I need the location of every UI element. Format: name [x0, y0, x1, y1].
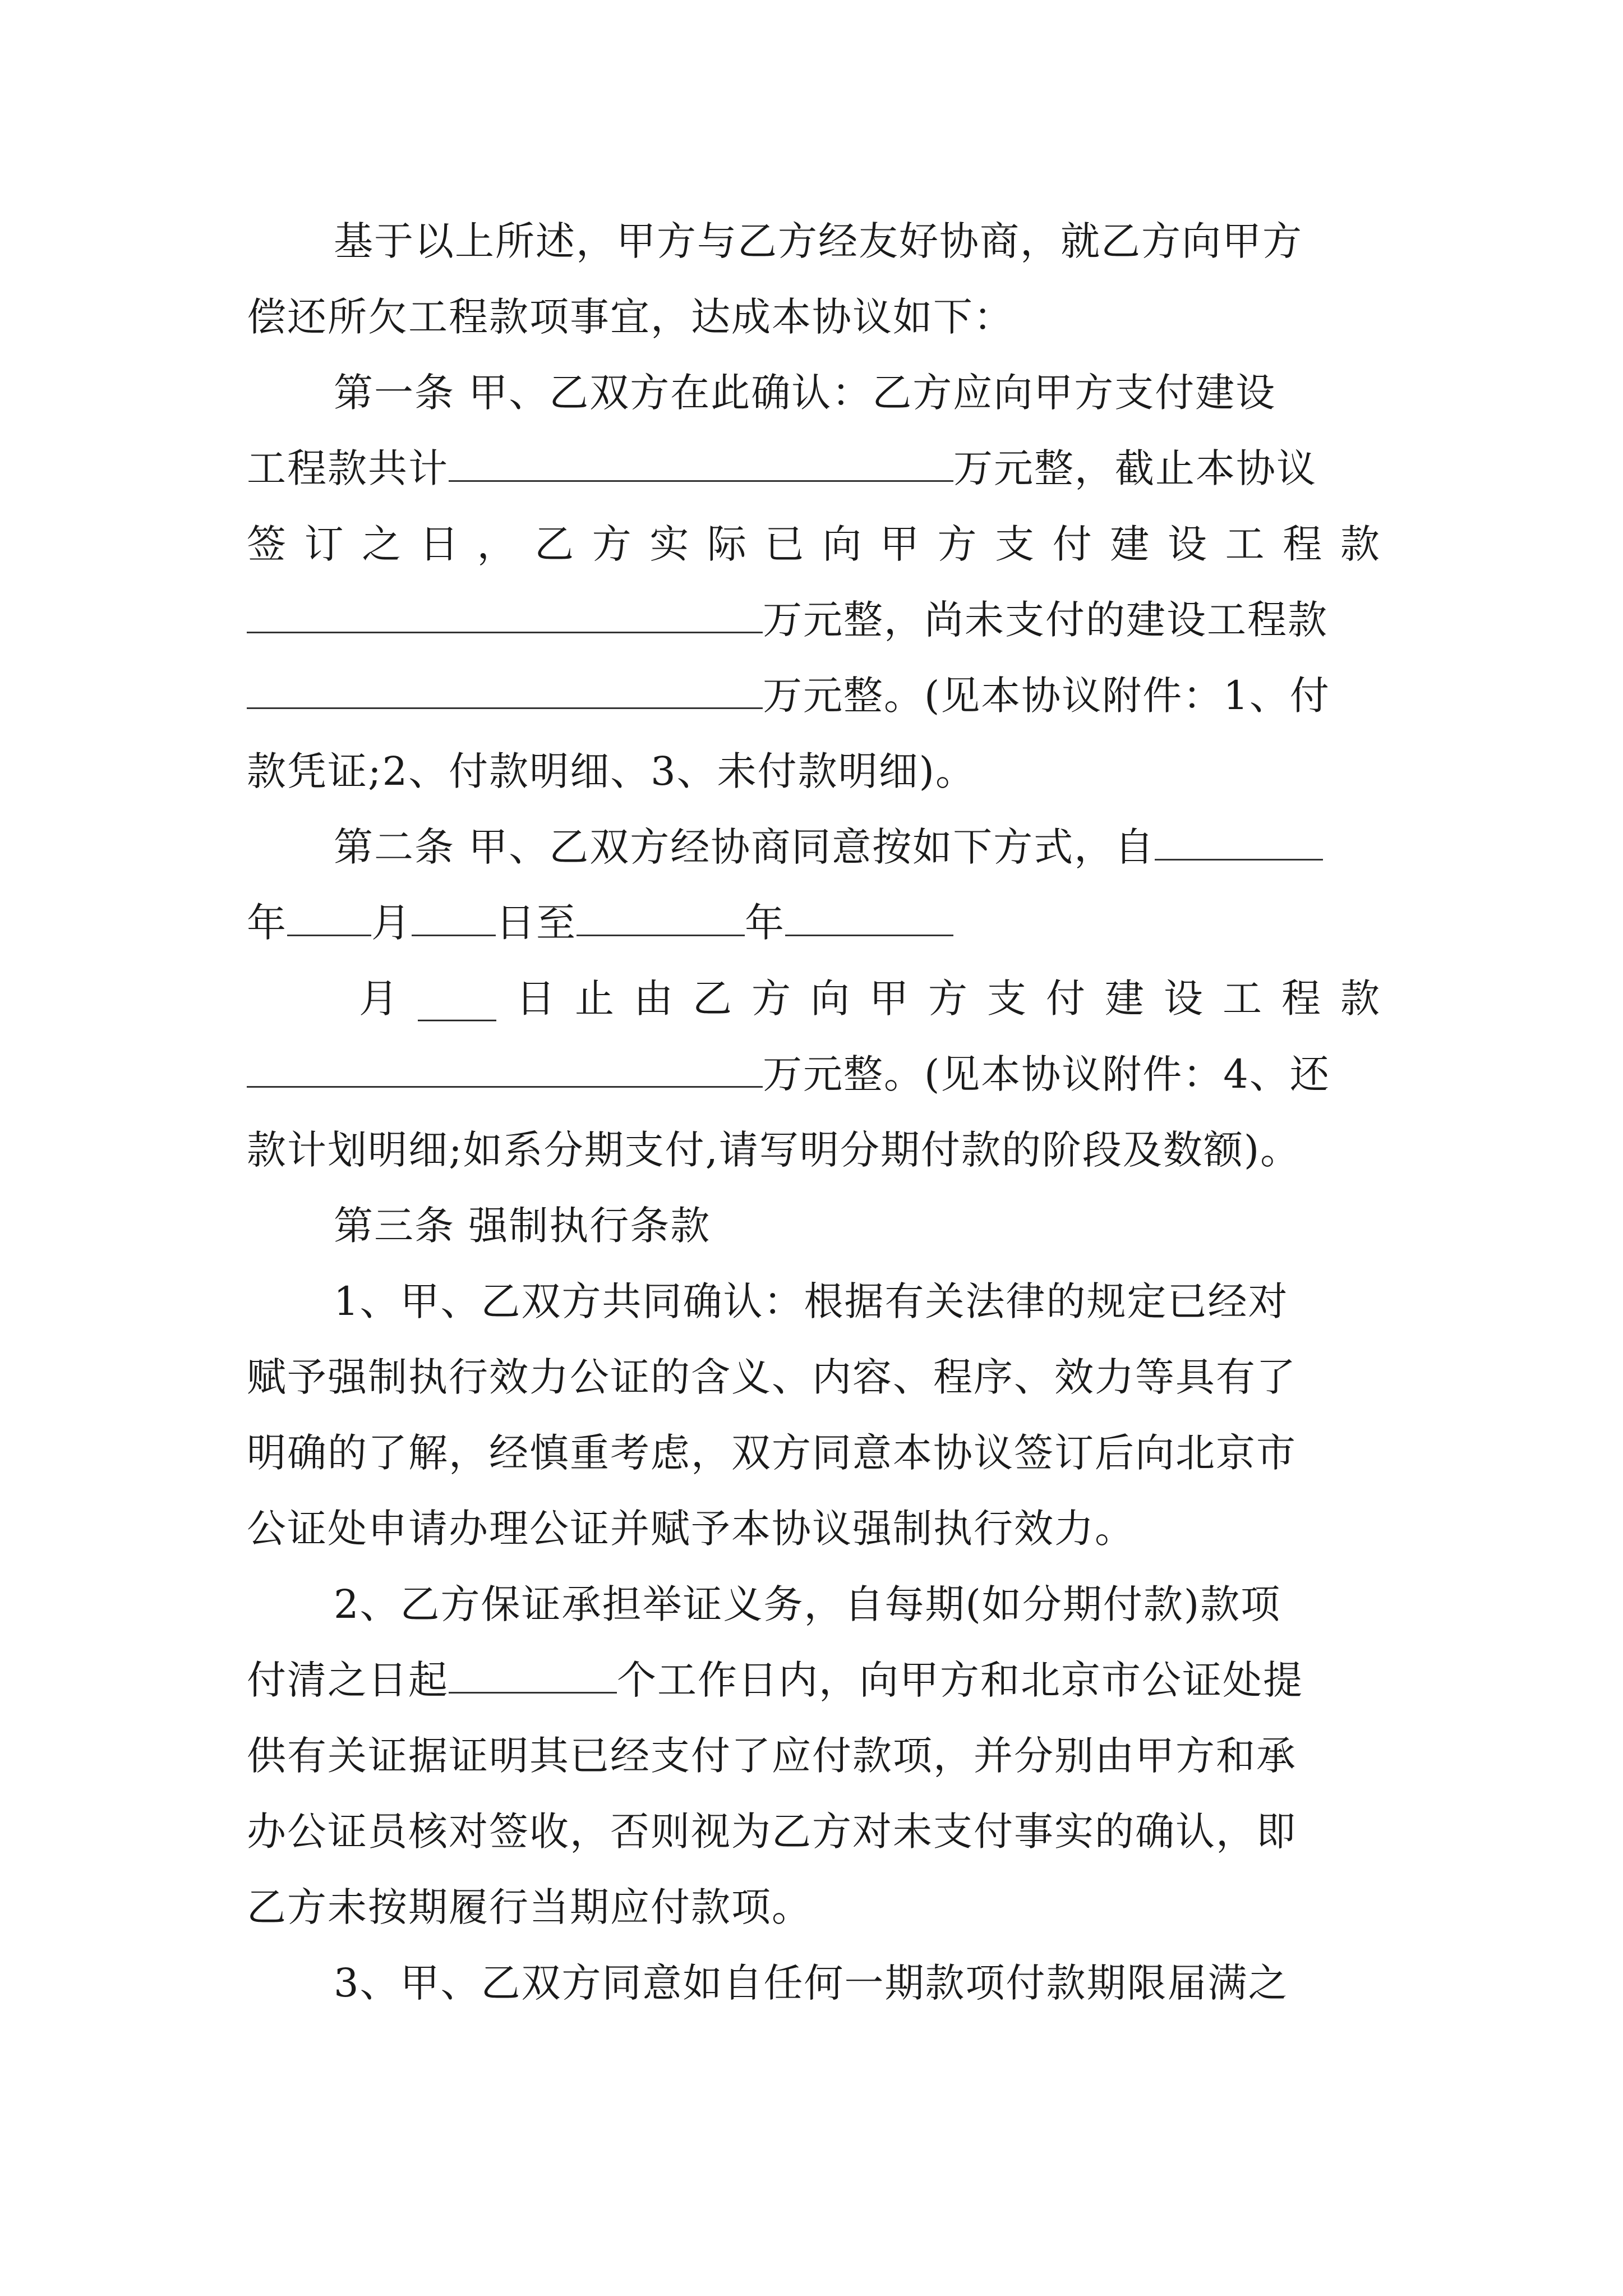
year2-label: 年 [745, 900, 785, 946]
clause-2-prefix: 付清之日起 [247, 1657, 449, 1703]
article-1-total-suffix: 万元整，截止本协议 [953, 445, 1317, 491]
article-3-clause-2-line-1: 2、乙方保证承担举证义务，自每期(如分期付款)款项 [334, 1581, 1281, 1627]
justified-char: 支 [987, 976, 1026, 1022]
justified-char: 乙 [693, 976, 732, 1022]
end-month-blank[interactable] [785, 898, 953, 936]
justified-char: 付 [1052, 521, 1092, 567]
article-3-clause-1-line-1: 1、甲、乙双方共同确认：根据有关法律的规定已经对 [334, 1278, 1289, 1324]
justified-char: 甲 [869, 976, 909, 1022]
justified-char: 实 [649, 521, 689, 567]
justified-char: 已 [764, 521, 804, 567]
justified-char: 付 [1046, 976, 1085, 1022]
start-month-blank[interactable] [287, 898, 371, 936]
article-3-clause-2-line-2 [247, 1649, 1303, 1711]
justified-char: 日 [419, 521, 459, 567]
justified-char: 设 [1164, 976, 1203, 1022]
article-2-line-3 [359, 968, 1380, 1029]
article-3-clause-3-line-1: 3、甲、乙双方同意如自任何一期款项付款期限届满之 [334, 1960, 1289, 2006]
article-2-line-2 [247, 892, 953, 954]
justified-char: 向 [822, 521, 862, 567]
end-year-blank[interactable] [577, 898, 745, 936]
justified-char: 方 [928, 976, 967, 1022]
article-3-clause-1-line-4: 公证处申请办理公证并赋予本协议强制执行效力。 [247, 1506, 1135, 1552]
paragraph-intro-line-1: 基于以上所述，甲方与乙方经友好协商，就乙方向甲方 [334, 218, 1303, 264]
justified-char: 由 [634, 976, 673, 1022]
justified-char: 月 [359, 976, 398, 1022]
article-1-paid-suffix: 万元整，尚未支付的建设工程款 [763, 597, 1328, 643]
article-3-clause-2-line-4: 办公证员核对签收，否则视为乙方对未支付事实的确认，即 [247, 1809, 1297, 1855]
article-1-line-3 [247, 513, 1380, 575]
article-2-line-4 [247, 1043, 1330, 1105]
month-label: 月 [371, 900, 412, 946]
justified-char: 之 [362, 521, 402, 567]
article-3-clause-2-line-5: 乙方未按期履行当期应付款项。 [247, 1884, 812, 1930]
justified-char: 签 [247, 521, 286, 567]
year-label: 年 [247, 900, 287, 946]
article-2-line-1 [334, 816, 1323, 878]
justified-char: 际 [707, 521, 746, 567]
justified-char: 止 [575, 976, 614, 1022]
justified-char: 程 [1283, 521, 1322, 567]
justified-char: 工 [1225, 521, 1265, 567]
article-2-amount-suffix: 万元整。(见本协议附件：4、还 [763, 1051, 1330, 1097]
justified-char: 日 [516, 976, 555, 1022]
article-1-line-6: 款凭证;2、付款明细、3、未付款明细)。 [247, 748, 976, 794]
justified-char: 方 [751, 976, 791, 1022]
justified-char: 甲 [879, 521, 919, 567]
paragraph-intro-line-2: 偿还所欠工程款项事宜，达成本协议如下： [247, 294, 1014, 340]
article-3-title: 第三条 强制执行条款 [334, 1203, 711, 1249]
article-1-line-1: 第一条 甲、乙双方在此确认：乙方应向甲方支付建设 [334, 370, 1276, 416]
justified-char: 工 [1223, 976, 1262, 1022]
installment-amount-blank[interactable] [247, 1049, 763, 1088]
justified-char: 程 [1281, 976, 1321, 1022]
justified-char: 设 [1168, 521, 1207, 567]
justified-char: 建 [1110, 521, 1150, 567]
start-year-blank[interactable] [1155, 822, 1323, 861]
unpaid-amount-blank[interactable] [247, 670, 763, 709]
justified-char: 向 [810, 976, 850, 1022]
day-to-label: 日至 [496, 900, 577, 946]
article-1-line-2 [247, 438, 1317, 499]
justified-char: 订 [304, 521, 344, 567]
total-amount-blank[interactable] [449, 443, 953, 482]
article-2-line-5: 款计划明细;如系分期支付,请写明分期付款的阶段及数额)。 [247, 1127, 1301, 1173]
article-1-line-5 [247, 665, 1330, 726]
justified-char: 款 [1340, 976, 1380, 1022]
justified-char: ， [477, 521, 517, 567]
article-1-line-4 [247, 589, 1328, 651]
justified-char: 款 [1340, 521, 1380, 567]
justified-char: ____ [418, 976, 496, 1022]
justified-char: 支 [995, 521, 1035, 567]
justified-char: 方 [937, 521, 977, 567]
working-days-blank[interactable] [449, 1655, 617, 1694]
article-1-unpaid-suffix: 万元整。(见本协议附件：1、付 [763, 673, 1330, 719]
article-3-clause-1-line-3: 明确的了解，经慎重考虑，双方同意本协议签订后向北京市 [247, 1430, 1297, 1476]
justified-char: 建 [1105, 976, 1144, 1022]
start-day-blank[interactable] [412, 898, 496, 936]
article-2-intro: 第二条 甲、乙双方经协商同意按如下方式，自 [334, 824, 1155, 870]
paid-amount-blank[interactable] [247, 595, 763, 633]
justified-char: 乙 [534, 521, 574, 567]
article-3-clause-2-line-3: 供有关证据证明其已经支付了应付款项，并分别由甲方和承 [247, 1733, 1297, 1779]
article-1-total-label: 工程款共计 [247, 445, 449, 491]
article-3-clause-1-line-2: 赋予强制执行效力公证的含义、内容、程序、效力等具有了 [247, 1354, 1297, 1400]
clause-2-suffix: 个工作日内，向甲方和北京市公证处提 [617, 1657, 1303, 1703]
justified-char: 方 [592, 521, 631, 567]
